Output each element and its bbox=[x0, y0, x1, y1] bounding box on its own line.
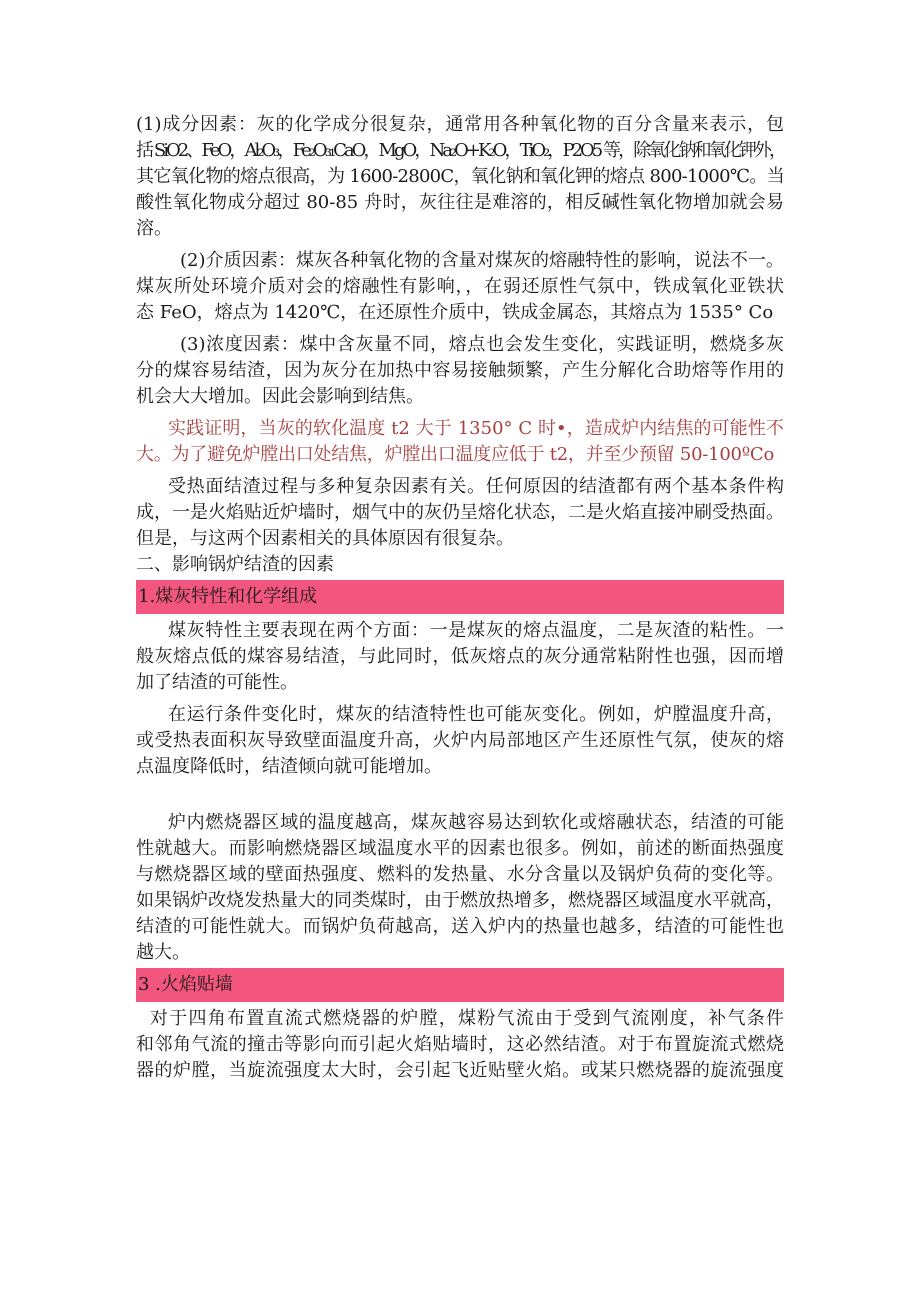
highlight-heading-ash-properties: 1.煤灰特性和化学组成 bbox=[136, 580, 784, 614]
document-page bbox=[136, 112, 784, 1084]
text-line: 实践证明，当灰的软化温度 t2 大于 1350° C 时•，造成炉内结焦的可能性不 bbox=[168, 418, 784, 439]
paragraph-composition-factor bbox=[136, 112, 784, 242]
text-line: 括 SiO2、FeO，Al₂O₃，Fe₂O₃₁CaO，MgO，Na₂O+K₂O，TiO₂，P2O5 等，除氧化钠和氧化钾外， bbox=[136, 140, 784, 161]
text-line: 机会大大增加。因此会影响到结焦。 bbox=[136, 386, 424, 407]
text-line: 对于四角布置直流式燃烧器的炉膛，煤粉气流由于受到气流刚度，补气条件 bbox=[150, 1008, 784, 1029]
text-line: 般灰熔点低的煤容易结渣，与此同时，低灰熔点的灰分通常粘附性也强，因而增 bbox=[136, 646, 784, 667]
text-line: 其它氧化物的熔点很高，为 1600-2800C，氧化钠和氧化钾的熔点 800-1000℃。当 bbox=[136, 166, 784, 187]
text-line: 器的炉膛，当旋流强度太大时，会引起飞近贴壁火焰。或某只燃烧器的旋流强度 bbox=[136, 1060, 784, 1081]
text-line: 越大。 bbox=[136, 942, 190, 963]
text-line: 如果锅炉改烧发热量大的同类煤时，由于燃放热增多，燃烧器区域温度水平就高， bbox=[136, 890, 784, 911]
text-line: (3)浓度因素：煤中含灰量不同，熔点也会发生变化，实践证明，燃烧多灰 bbox=[180, 334, 784, 355]
text-line: 分的煤容易结渣，因为灰分在加热中容易接触频繁，产生分解化合助熔等作用的 bbox=[136, 360, 784, 381]
paragraph-concentration-factor bbox=[136, 332, 784, 410]
text-line: 态 FeO，熔点为 1420℃，在还原性介质中，铁成金属态，其熔点为 1535° Co bbox=[136, 302, 774, 323]
text-line: 炉内燃烧器区域的温度越高，煤灰越容易达到软化或熔融状态，结渣的可能 bbox=[168, 812, 784, 833]
paragraph-burner-zone-temperature bbox=[136, 810, 784, 966]
text-line: 大。为了避免炉膛出口处结焦，炉膛出口温度应低于 t2，并至少预留 50-100ºCo bbox=[136, 444, 775, 465]
text-line: (1)成分因素：灰的化学成分很复杂，通常用各种氧化物的百分含量来表示，包 bbox=[136, 114, 784, 135]
text-line: 煤灰特性主要表现在两个方面：一是煤灰的熔点温度，二是灰渣的粘性。一 bbox=[168, 620, 784, 641]
highlight-heading-flame-wall: 3 .火焰贴墙 bbox=[136, 968, 784, 1002]
text-line: 或受热表面积灰导致壁面温度升高，火炉内局部地区产生还原性气氛，使灰的熔 bbox=[136, 730, 784, 751]
paragraph-medium-factor bbox=[136, 248, 784, 326]
section-heading: 二、影响锅炉结渣的因素 bbox=[136, 554, 334, 575]
text-line: 溶。 bbox=[136, 218, 172, 239]
text-line: 结渣的可能性就大。而锅炉负荷越高，送入炉内的热量也越多，结渣的可能性也 bbox=[136, 916, 784, 937]
text-line: 性就越大。而影响燃烧器区域温度水平的因素也很多。例如，前述的断面热强度 bbox=[136, 838, 784, 859]
paragraph-flame-wall bbox=[136, 1006, 784, 1084]
text-line: (2)介质因素：煤灰各种氧化物的含量对煤灰的熔融特性的影响，说法不一。 bbox=[180, 250, 784, 271]
text-line: 加了结渣的可能性。 bbox=[136, 672, 298, 693]
paragraph-operating-conditions bbox=[136, 702, 784, 780]
text-line: 酸性氧化物成分超过 80-85 舟时，灰往往是难溶的，相反碱性氧化物增加就会易 bbox=[136, 192, 784, 213]
text-line: 但是，与这两个因素相关的具体原因有很复杂。 bbox=[136, 528, 514, 549]
text-line: 和邻角气流的撞击等影向而引起火焰贴墙时，这必然结渣。对于布置旋流式燃烧 bbox=[136, 1034, 784, 1055]
text-line: 点温度降低时，结渣倾向就可能增加。 bbox=[136, 756, 442, 777]
paragraph-ash-properties bbox=[136, 618, 784, 696]
paragraph-slagging-process bbox=[136, 474, 784, 552]
paragraph-red-note bbox=[136, 416, 784, 468]
text-line: 煤灰所处环境介质对会的熔融性有影响，，在弱还原性气氛中，铁成氧化亚铁状 bbox=[136, 276, 784, 297]
text-line: 成，一是火焰贴近炉墙时，烟气中的灰仍呈熔化状态，二是火焰直接冲刷受热面。 bbox=[136, 502, 784, 523]
text-line: 与燃烧器区域的壁面热强度、燃料的发热量、水分含量以及锅炉负荷的变化等。 bbox=[136, 864, 784, 885]
text-line: 在运行条件变化时，煤灰的结渣特性也可能灰变化。例如，炉膛温度升高， bbox=[168, 704, 784, 725]
text-line: 受热面结渣过程与多种复杂因素有关。任何原因的结渣都有两个基本条件构 bbox=[168, 476, 784, 497]
